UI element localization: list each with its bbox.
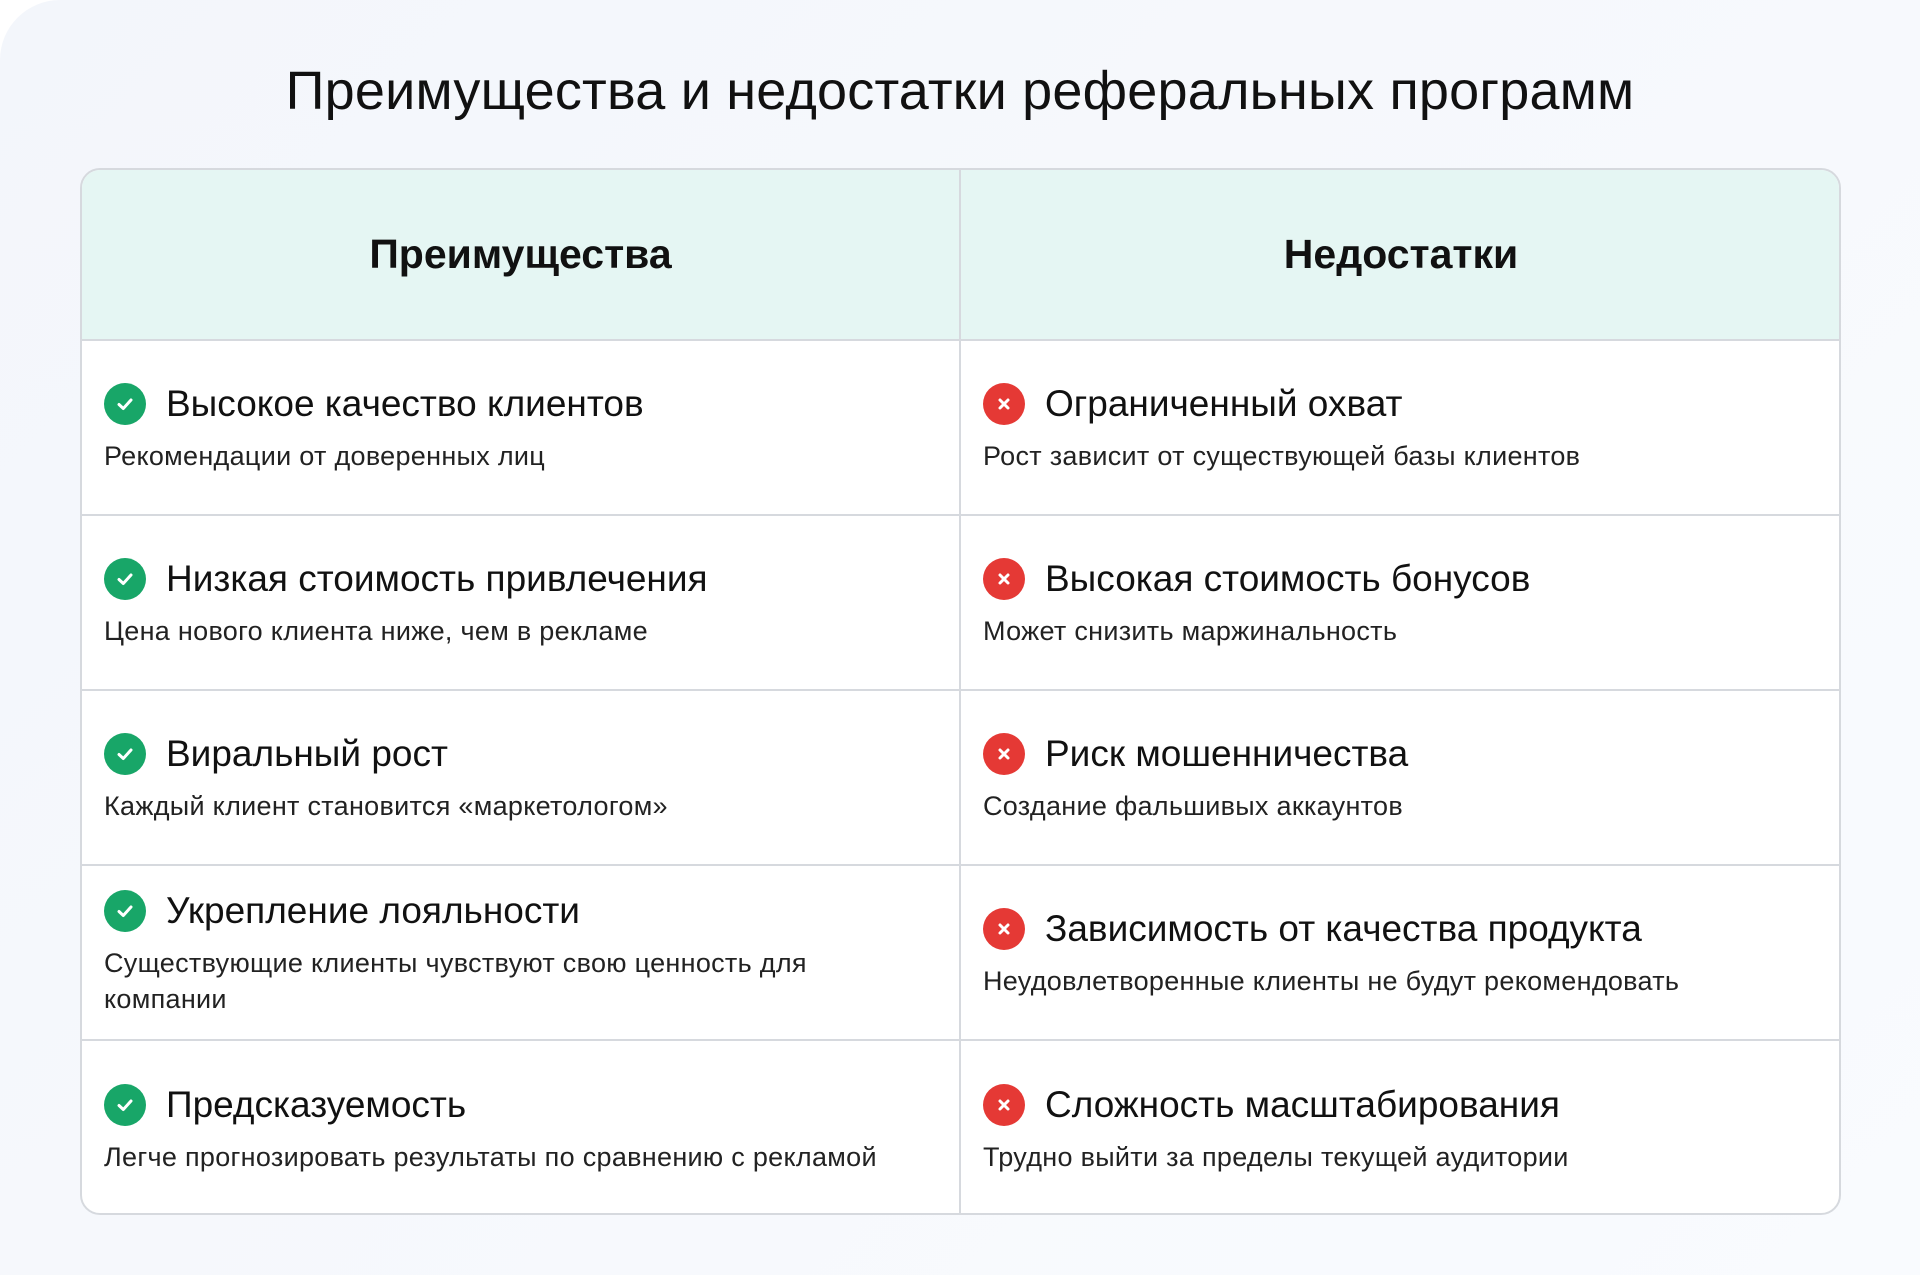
con-item <box>961 516 1841 691</box>
con-item <box>961 1041 1841 1215</box>
con-item <box>961 341 1841 516</box>
check-circle-icon <box>104 558 146 600</box>
check-circle-icon <box>104 733 146 775</box>
pro-item <box>82 516 961 691</box>
pro-description: Каждый клиент становится «маркетологом» <box>104 790 668 821</box>
x-circle-icon <box>983 908 1025 950</box>
con-item <box>961 866 1841 1041</box>
pro-item <box>82 691 961 866</box>
pro-description: Цена нового клиента ниже, чем в рекламе <box>104 615 648 646</box>
pro-title: Высокое качество клиентов <box>166 382 644 424</box>
column-header-pros: Преимущества <box>82 170 961 341</box>
pro-title: Низкая стоимость привлечения <box>166 557 708 599</box>
pro-title: Виральный рост <box>166 732 448 774</box>
con-description: Трудно выйти за пределы текущей аудитории <box>983 1141 1569 1172</box>
con-description: Может снизить маржинальность <box>983 615 1398 646</box>
con-title: Высокая стоимость бонусов <box>1045 557 1531 599</box>
con-title: Ограниченный охват <box>1045 382 1403 424</box>
con-title: Зависимость от качества продукта <box>1045 907 1642 949</box>
con-description: Рост зависит от существующей базы клиентов <box>983 440 1581 471</box>
x-circle-icon <box>983 733 1025 775</box>
check-circle-icon <box>104 383 146 425</box>
pro-item <box>82 341 961 516</box>
x-circle-icon <box>983 383 1025 425</box>
pro-description: Существующие клиенты чувствуют свою ценность для компании <box>104 947 807 1014</box>
pro-title: Укрепление лояльности <box>166 889 580 931</box>
pro-title: Предсказуемость <box>166 1083 467 1125</box>
check-circle-icon <box>104 1084 146 1126</box>
con-description: Создание фальшивых аккаунтов <box>983 790 1404 821</box>
pro-item <box>82 866 961 1041</box>
con-title: Сложность масштабирования <box>1045 1083 1560 1125</box>
con-description: Неудовлетворенные клиенты не будут рекомендовать <box>983 965 1680 996</box>
page-title: Преимущества и недостатки реферальных программ <box>285 61 1635 121</box>
column-header-cons: Недостатки <box>961 170 1841 341</box>
x-circle-icon <box>983 1084 1025 1126</box>
pro-description: Рекомендации от доверенных лиц <box>104 440 546 471</box>
pro-description: Легче прогнозировать результаты по сравнению с рекламой <box>104 1141 877 1172</box>
check-circle-icon <box>104 890 146 932</box>
con-title: Риск мошенничества <box>1045 732 1409 774</box>
comparison-table <box>80 168 1841 1215</box>
x-circle-icon <box>983 558 1025 600</box>
con-item <box>961 691 1841 866</box>
pro-item <box>82 1041 961 1215</box>
